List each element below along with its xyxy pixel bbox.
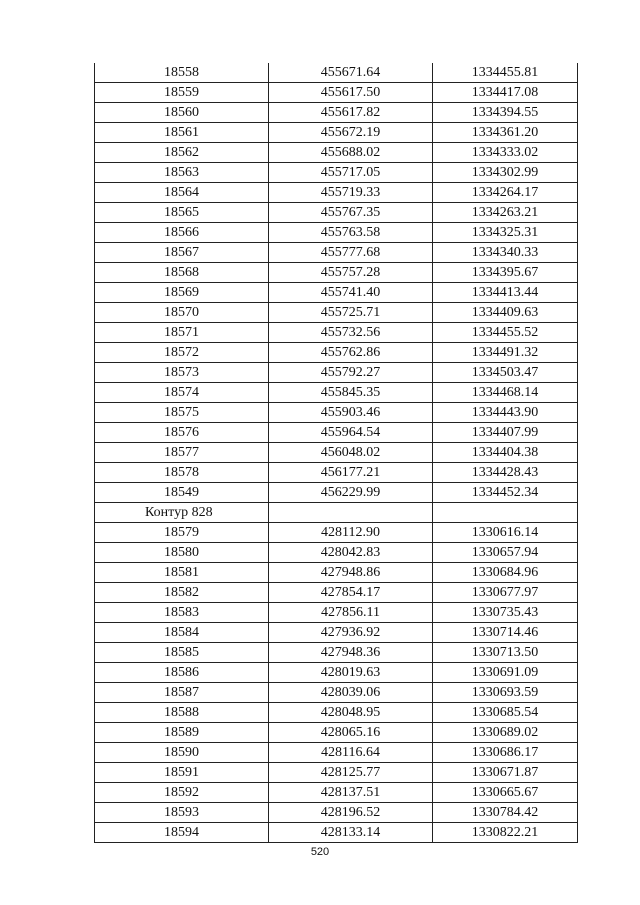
- x-coordinate-cell: 427856.11: [269, 603, 433, 623]
- table-row: [95, 523, 578, 543]
- table-row: [95, 303, 578, 323]
- x-coordinate-cell: 455767.35: [269, 203, 433, 223]
- point-number-cell: 18588: [95, 703, 269, 723]
- y-coordinate-cell: 1334394.55: [433, 103, 578, 123]
- table-row: [95, 363, 578, 383]
- point-number-cell: 18559: [95, 83, 269, 103]
- point-number-cell: 18574: [95, 383, 269, 403]
- x-coordinate-cell: 427854.17: [269, 583, 433, 603]
- x-coordinate-cell: 427948.86: [269, 563, 433, 583]
- point-number-cell: 18583: [95, 603, 269, 623]
- x-coordinate-cell: 428125.77: [269, 763, 433, 783]
- point-number-cell: 18580: [95, 543, 269, 563]
- y-coordinate-cell: 1334404.38: [433, 443, 578, 463]
- point-number-cell: 18590: [95, 743, 269, 763]
- y-coordinate-cell: 1334417.08: [433, 83, 578, 103]
- contour-label-cell: Контур 828: [95, 503, 269, 523]
- x-coordinate-cell: 455763.58: [269, 223, 433, 243]
- x-coordinate-cell: 427948.36: [269, 643, 433, 663]
- y-coordinate-cell: 1330665.67: [433, 783, 578, 803]
- table-row: [95, 723, 578, 743]
- y-coordinate-cell: 1334340.33: [433, 243, 578, 263]
- x-coordinate-cell: 455903.46: [269, 403, 433, 423]
- table-row: [95, 63, 578, 83]
- y-coordinate-cell: 1334455.52: [433, 323, 578, 343]
- table-row: [95, 83, 578, 103]
- y-coordinate-cell: 1334302.99: [433, 163, 578, 183]
- y-coordinate-cell: 1330822.21: [433, 823, 578, 843]
- y-coordinate-cell: 1330684.96: [433, 563, 578, 583]
- y-coordinate-cell: 1330677.97: [433, 583, 578, 603]
- y-coordinate-cell: 1334263.21: [433, 203, 578, 223]
- table-row: [95, 823, 578, 843]
- y-coordinate-cell: 1334455.81: [433, 63, 578, 83]
- point-number-cell: 18566: [95, 223, 269, 243]
- coordinates-table: [94, 63, 578, 843]
- table-row: [95, 443, 578, 463]
- x-coordinate-cell: 455617.82: [269, 103, 433, 123]
- table-row: [95, 103, 578, 123]
- x-coordinate-cell: 455762.86: [269, 343, 433, 363]
- table-row: [95, 203, 578, 223]
- point-number-cell: 18582: [95, 583, 269, 603]
- point-number-cell: 18581: [95, 563, 269, 583]
- y-coordinate-cell: 1330685.54: [433, 703, 578, 723]
- table-row: [95, 683, 578, 703]
- point-number-cell: 18586: [95, 663, 269, 683]
- point-number-cell: 18571: [95, 323, 269, 343]
- y-coordinate-cell: 1330691.09: [433, 663, 578, 683]
- y-coordinate-cell: 1330713.50: [433, 643, 578, 663]
- table-row: [95, 663, 578, 683]
- x-coordinate-cell: 455964.54: [269, 423, 433, 443]
- point-number-cell: 18594: [95, 823, 269, 843]
- y-coordinate-cell: 1330693.59: [433, 683, 578, 703]
- table-row: [95, 743, 578, 763]
- y-coordinate-cell: 1330657.94: [433, 543, 578, 563]
- x-coordinate-cell: 455725.71: [269, 303, 433, 323]
- y-coordinate-cell: 1334443.90: [433, 403, 578, 423]
- point-number-cell: 18568: [95, 263, 269, 283]
- page-number: 520: [310, 846, 330, 858]
- point-number-cell: 18575: [95, 403, 269, 423]
- y-coordinate-cell: 1330616.14: [433, 523, 578, 543]
- table-row: [95, 803, 578, 823]
- table-row: [95, 283, 578, 303]
- y-coordinate-cell: 1334361.20: [433, 123, 578, 143]
- table-row: [95, 463, 578, 483]
- point-number-cell: 18570: [95, 303, 269, 323]
- point-number-cell: 18578: [95, 463, 269, 483]
- x-coordinate-cell: 455688.02: [269, 143, 433, 163]
- table-row: [95, 123, 578, 143]
- x-coordinate-cell: 456177.21: [269, 463, 433, 483]
- x-coordinate-cell: 455671.64: [269, 63, 433, 83]
- y-coordinate-cell: 1334428.43: [433, 463, 578, 483]
- x-coordinate-cell: 455741.40: [269, 283, 433, 303]
- y-coordinate-cell: 1334413.44: [433, 283, 578, 303]
- table-row: [95, 483, 578, 503]
- table-row: [95, 583, 578, 603]
- y-coordinate-cell: 1330686.17: [433, 743, 578, 763]
- point-number-cell: 18567: [95, 243, 269, 263]
- table-row: [95, 783, 578, 803]
- table-row: [95, 383, 578, 403]
- point-number-cell: 18587: [95, 683, 269, 703]
- point-number-cell: 18573: [95, 363, 269, 383]
- y-coordinate-cell: 1334325.31: [433, 223, 578, 243]
- point-number-cell: 18563: [95, 163, 269, 183]
- x-coordinate-cell: 428039.06: [269, 683, 433, 703]
- point-number-cell: 18593: [95, 803, 269, 823]
- y-coordinate-cell: 1334264.17: [433, 183, 578, 203]
- table-row: [95, 543, 578, 563]
- point-number-cell: 18591: [95, 763, 269, 783]
- y-coordinate-cell: 1334333.02: [433, 143, 578, 163]
- x-coordinate-cell: 428137.51: [269, 783, 433, 803]
- y-coordinate-cell: 1330714.46: [433, 623, 578, 643]
- y-coordinate-cell: 1334452.34: [433, 483, 578, 503]
- y-coordinate-cell: 1334395.67: [433, 263, 578, 283]
- y-coordinate-cell: [433, 503, 578, 523]
- y-coordinate-cell: 1334468.14: [433, 383, 578, 403]
- coordinates-table-body: [95, 63, 578, 843]
- point-number-cell: 18549: [95, 483, 269, 503]
- table-row: [95, 423, 578, 443]
- x-coordinate-cell: 428048.95: [269, 703, 433, 723]
- point-number-cell: 18564: [95, 183, 269, 203]
- point-number-cell: 18589: [95, 723, 269, 743]
- point-number-cell: 18579: [95, 523, 269, 543]
- x-coordinate-cell: 428065.16: [269, 723, 433, 743]
- x-coordinate-cell: 455792.27: [269, 363, 433, 383]
- table-row: [95, 223, 578, 243]
- table-row: [95, 563, 578, 583]
- x-coordinate-cell: 455717.05: [269, 163, 433, 183]
- point-number-cell: 18584: [95, 623, 269, 643]
- x-coordinate-cell: 456048.02: [269, 443, 433, 463]
- x-coordinate-cell: 428042.83: [269, 543, 433, 563]
- x-coordinate-cell: 455845.35: [269, 383, 433, 403]
- point-number-cell: 18558: [95, 63, 269, 83]
- point-number-cell: 18561: [95, 123, 269, 143]
- point-number-cell: 18585: [95, 643, 269, 663]
- y-coordinate-cell: 1330735.43: [433, 603, 578, 623]
- x-coordinate-cell: 456229.99: [269, 483, 433, 503]
- x-coordinate-cell: 455672.19: [269, 123, 433, 143]
- table-row: [95, 143, 578, 163]
- point-number-cell: 18572: [95, 343, 269, 363]
- table-row: [95, 323, 578, 343]
- y-coordinate-cell: 1334407.99: [433, 423, 578, 443]
- table-row: [95, 623, 578, 643]
- table-row: [95, 183, 578, 203]
- x-coordinate-cell: 428196.52: [269, 803, 433, 823]
- y-coordinate-cell: 1330689.02: [433, 723, 578, 743]
- table-row: [95, 503, 578, 523]
- x-coordinate-cell: 455777.68: [269, 243, 433, 263]
- x-coordinate-cell: 455732.56: [269, 323, 433, 343]
- y-coordinate-cell: 1330671.87: [433, 763, 578, 783]
- point-number-cell: 18560: [95, 103, 269, 123]
- table-row: [95, 163, 578, 183]
- point-number-cell: 18592: [95, 783, 269, 803]
- x-coordinate-cell: [269, 503, 433, 523]
- table-row: [95, 243, 578, 263]
- table-row: [95, 343, 578, 363]
- y-coordinate-cell: 1334409.63: [433, 303, 578, 323]
- point-number-cell: 18576: [95, 423, 269, 443]
- point-number-cell: 18562: [95, 143, 269, 163]
- point-number-cell: 18577: [95, 443, 269, 463]
- point-number-cell: 18569: [95, 283, 269, 303]
- x-coordinate-cell: 428019.63: [269, 663, 433, 683]
- table-row: [95, 763, 578, 783]
- x-coordinate-cell: 428133.14: [269, 823, 433, 843]
- table-row: [95, 603, 578, 623]
- y-coordinate-cell: 1334491.32: [433, 343, 578, 363]
- point-number-cell: 18565: [95, 203, 269, 223]
- y-coordinate-cell: 1334503.47: [433, 363, 578, 383]
- x-coordinate-cell: 427936.92: [269, 623, 433, 643]
- x-coordinate-cell: 455719.33: [269, 183, 433, 203]
- table-row: [95, 403, 578, 423]
- table-row: [95, 703, 578, 723]
- x-coordinate-cell: 428112.90: [269, 523, 433, 543]
- x-coordinate-cell: 455617.50: [269, 83, 433, 103]
- table-row: [95, 643, 578, 663]
- table-row: [95, 263, 578, 283]
- x-coordinate-cell: 428116.64: [269, 743, 433, 763]
- x-coordinate-cell: 455757.28: [269, 263, 433, 283]
- y-coordinate-cell: 1330784.42: [433, 803, 578, 823]
